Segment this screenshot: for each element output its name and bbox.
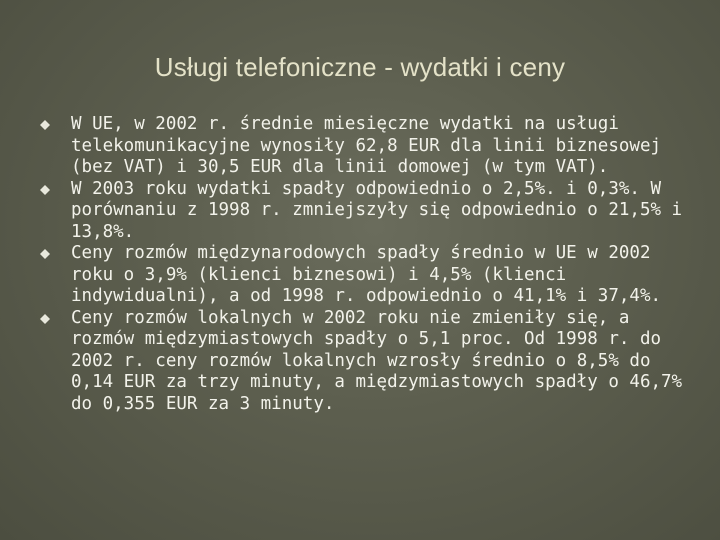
diamond-bullet-icon xyxy=(40,314,50,324)
bullet-item xyxy=(40,179,690,244)
bullet-list xyxy=(40,114,690,415)
bullet-text: W UE, w 2002 r. średnie miesięczne wydatki na usługi telekomunikacyjne wynosiły 62,8 EUR dla linii biznesowej (bez VAT) i 30,5 EUR dla linii domowej (w tym VAT). xyxy=(71,114,662,177)
diamond-bullet-icon xyxy=(40,120,50,130)
bullet-text: Ceny rozmów lokalnych w 2002 roku nie zmieniły się, a rozmów międzymiastowych spadły o 5,1 proc. Od 1998 r. do 2002 r. ceny rozmów lokalnych wzrosły średnio o 8,5% do 0,14 EUR za trzy minuty, a międzymiastowych spadły o 46,7% do 0,355 EUR za 3 minuty. xyxy=(71,307,683,414)
bullet-item xyxy=(40,308,690,416)
bullet-text: W 2003 roku wydatki spadły odpowiednio o 2,5%. i 0,3%. W porównaniu z 1998 r. zmniejszyły się odpowiednio o 21,5% i 13,8%. xyxy=(71,178,683,242)
diamond-bullet-icon xyxy=(40,249,50,259)
bullet-item xyxy=(40,114,690,179)
slide-title: Usługi telefoniczne - wydatki i ceny xyxy=(154,52,566,82)
diamond-bullet-icon xyxy=(40,185,50,195)
bullet-text: Ceny rozmów międzynarodowych spadły średnio w UE w 2002 roku o 3,9% (klienci biznesowi) i 4,5% (klienci indywidualni), a od 1998 r. odpowiednio o 41,1% i 37,4%. xyxy=(71,243,662,306)
bullet-item xyxy=(40,243,690,308)
